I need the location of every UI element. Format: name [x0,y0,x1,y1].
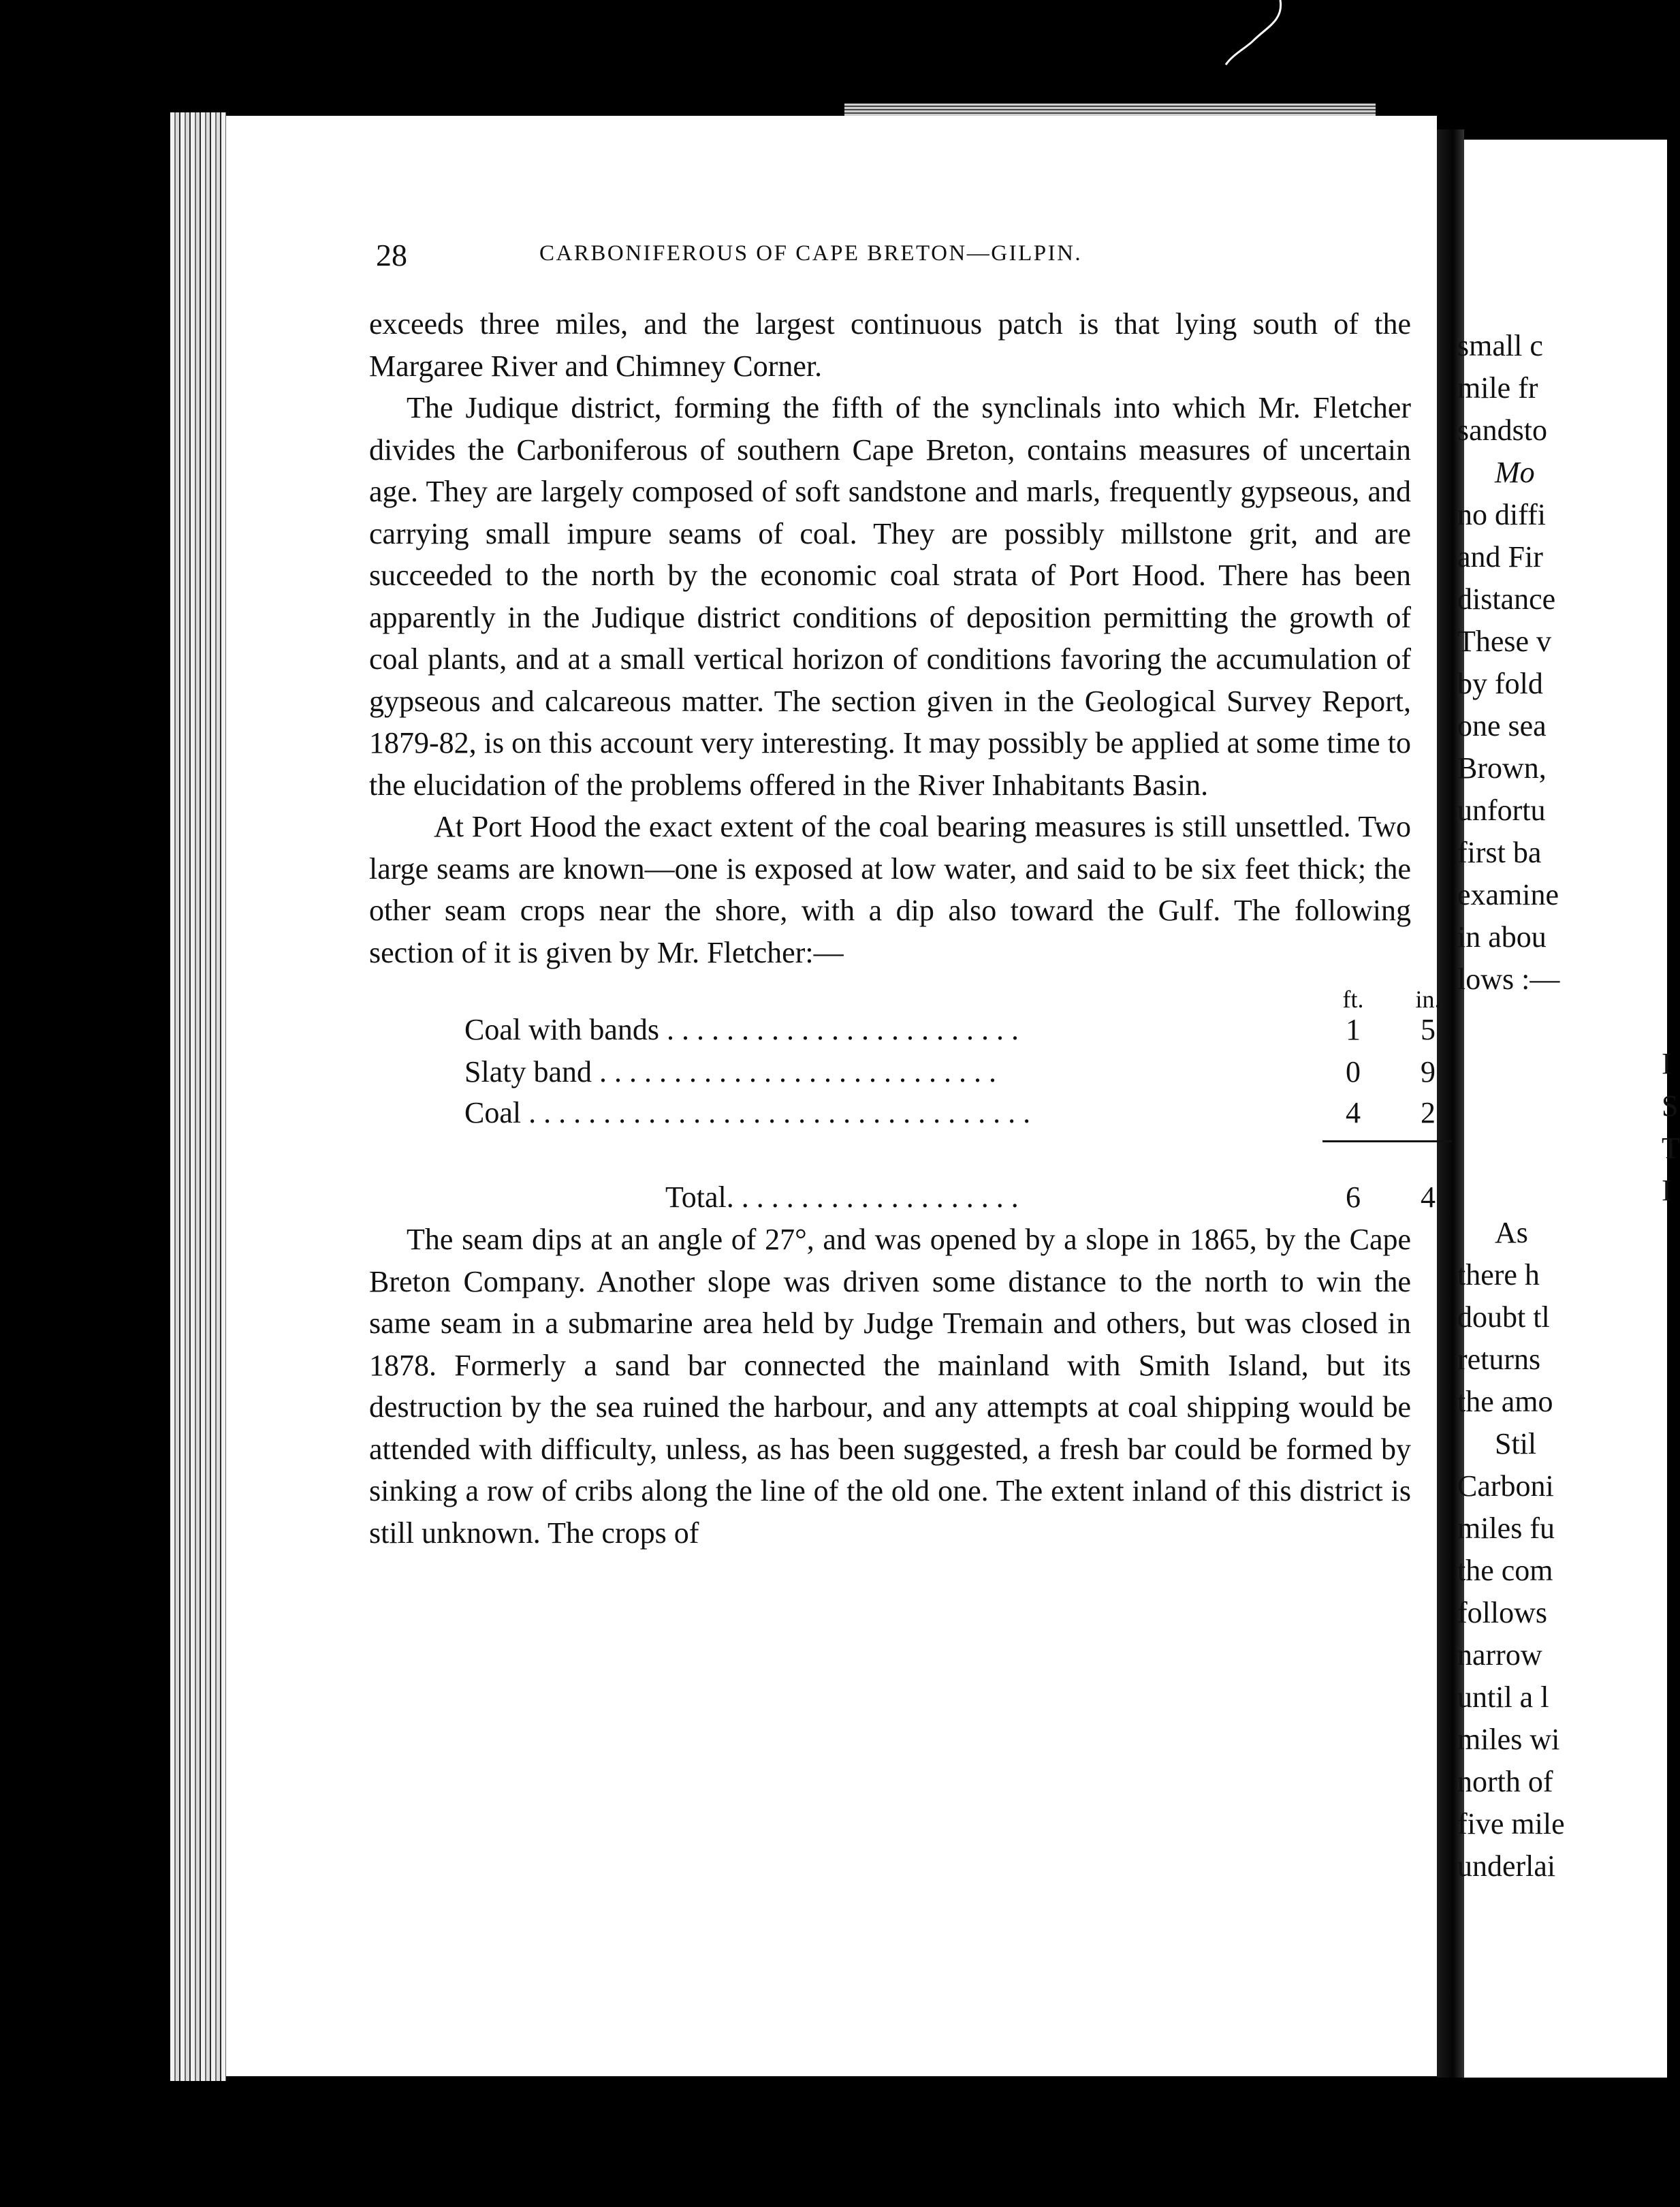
table-row [369,1092,1436,1133]
page-edge-stack [170,112,226,2081]
margin-scribble [1219,0,1301,82]
top-page-strip [844,104,1376,116]
row-ft: 1 [1346,1013,1361,1046]
right-page-line: there h [1457,1258,1540,1292]
coal-section-table [369,973,1441,1176]
right-page-line: small c [1457,329,1543,362]
right-page-line: five mile [1457,1807,1565,1841]
page-number: 28 [376,238,407,272]
running-head: CARBONIFEROUS OF CAPE BRETON—GILPIN. [539,241,1083,266]
column-header-in: in. [1415,986,1441,1013]
right-page-line: the com [1457,1554,1553,1587]
right-page-line: T [1662,1131,1680,1165]
right-page-line: by fold [1457,667,1543,700]
right-page-line: As [1495,1216,1528,1249]
right-page-line [1457,1001,1675,1043]
right-page-line: examine [1457,878,1559,911]
right-page-line: first ba [1457,836,1542,869]
right-page-line: returns [1457,1343,1541,1376]
total-in: 4 [1421,1180,1436,1214]
right-page-line: and Fir [1457,540,1543,574]
right-page-text [1457,325,1680,1888]
total-rule [1322,1140,1452,1142]
total-row [369,1176,1436,1219]
right-page-line: Mo [1495,456,1535,489]
body-text [369,303,1441,1554]
right-page-line: Carboni [1457,1469,1554,1503]
right-page-line: mile fr [1457,371,1538,405]
right-page-line: I [1662,1047,1672,1080]
right-page-line: the amo [1457,1385,1553,1418]
right-page-line: S [1662,1089,1679,1123]
right-page-line: unfortu [1457,794,1546,827]
row-ft: 4 [1346,1096,1361,1129]
right-page-line: These v [1457,625,1552,658]
column-header-ft: ft. [1342,986,1364,1013]
right-page-line: narrow [1457,1638,1542,1672]
row-ft: 0 [1346,1055,1361,1089]
table-row [369,1009,1436,1050]
row-in: 9 [1421,1055,1436,1089]
row-label: Coal with bands . . . . . . . . . . . . . . . . . . . . . . . . [464,1013,1019,1046]
right-page-line: north of [1457,1765,1553,1798]
left-page [226,116,1441,2076]
right-page-line: no diffi [1457,498,1546,531]
paragraph-judique: The Judique district, forming the fifth of the synclinals into which Mr. Fletcher divides the Carboniferous of southern Cape Breton, contains measures of uncertain age. They are largely composed of soft sandstone and marls, frequently gypseous, and carrying small impure seams of coal. They are possibly millstone grit, and are succeeded to the north by the economic coal strata of Port Hood. There has been apparently in the Judique district conditions of deposition permitting the growth of coal plants, and at a small vertical horizon of conditions favoring the accumulation of gypseous and calcareous matter. The section given in the Geological Survey Report, 1879-82, is on this account very interesting. It may possibly be applied at some time to the elucidation of the problems offered in the River Inhabitants Basin. [369,391,1411,802]
right-page-line: until a l [1457,1680,1549,1714]
paragraph-port-hood: At Port Hood the exact extent of the coal bearing measures is still unsettled. Two large seams are known—one is exposed at low water, and said to be six feet thick; the other seam crops near the shore, with a dip also toward the Gulf. The following section of it is given by Mr. Fletcher:— [369,810,1411,969]
right-page-line: Brown, [1457,751,1547,785]
total-label: Total. . . . . . . . . . . . . . . . . . . . [665,1180,1019,1214]
right-page-line: lows :— [1457,962,1560,996]
right-page-line: I [1662,1174,1672,1207]
table-row [369,1051,1436,1093]
right-page-line: doubt tl [1457,1300,1550,1334]
right-page-line: in abou [1457,920,1547,954]
page-header [376,237,1411,278]
right-page-line: underlai [1457,1849,1556,1883]
right-page-line: distance [1457,582,1556,616]
row-in: 5 [1421,1013,1436,1046]
paragraph-seam-dips: The seam dips at an angle of 27°, and was opened by a slope in 1865, by the Cape Breton Company. Another slope was driven some distance to the north to win the same seam in a submarine area held by Judge Tremain and others, but was closed in 1878. Formerly a sand bar connected the mainland with Smith Island, but its destruction by the sea ruined the harbour, and any attempts at coal shipping would be attended with difficulty, unless, as has been suggested, a fresh bar could be formed by sinking a row of cribs along the line of the old one. The extent inland of this district is still unknown. The crops of [369,1223,1411,1550]
total-ft: 6 [1346,1180,1361,1214]
right-page-line: miles fu [1457,1512,1555,1545]
paragraph-continuation: exceeds three miles, and the largest continuous patch is that lying south of the Margaree River and Chimney Corner. [369,307,1411,383]
row-label: Slaty band . . . . . . . . . . . . . . . . . . . . . . . . . . . [464,1055,996,1089]
right-page-line: one sea [1457,709,1547,742]
row-label: Coal . . . . . . . . . . . . . . . . . . . . . . . . . . . . . . . . . . [464,1096,1031,1129]
right-page-line: follows [1457,1596,1547,1629]
right-page-line: Stil [1495,1427,1537,1460]
row-in: 2 [1421,1096,1436,1129]
right-page-line: miles wi [1457,1723,1560,1756]
right-page-line: sandsto [1457,413,1547,447]
